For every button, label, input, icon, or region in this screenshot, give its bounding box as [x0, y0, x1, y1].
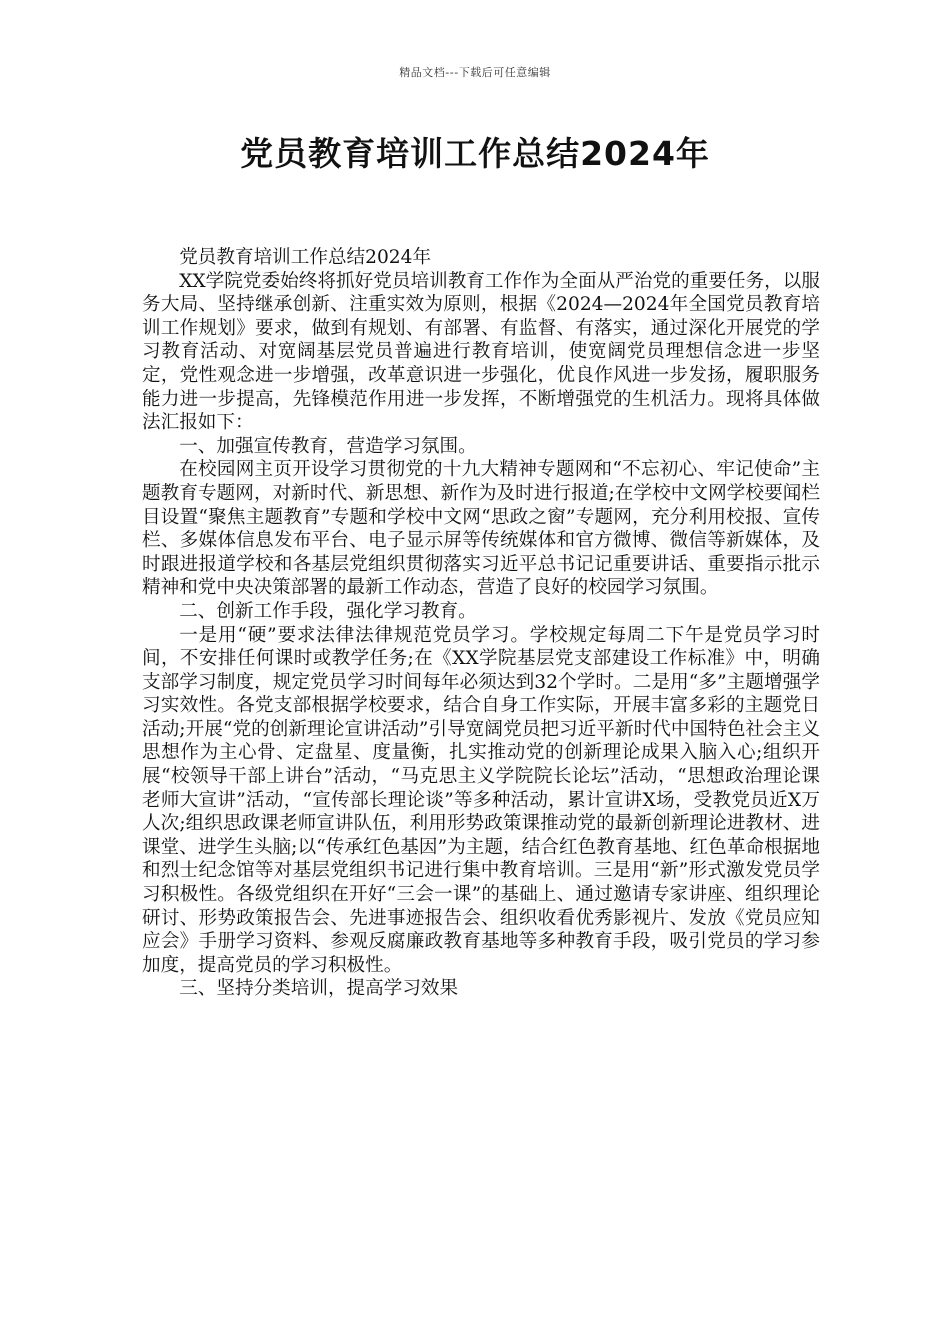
header-note: 精品文档---下载后可任意编辑: [399, 66, 551, 79]
paragraph-subtitle: 党员教育培训工作总结2024年: [179, 247, 432, 268]
document-title: 党员教育培训工作总结2024年: [240, 134, 710, 173]
section-heading-2: 二、创新工作手段，强化学习教育。: [179, 600, 477, 622]
section-heading-1: 一、加强宣传教育，营造学习氛围。: [179, 435, 477, 457]
paragraph-section-2: 一是用“硬”要求法律法律规范党员学习。学校规定每周二下午是党员学习时间，不安排任何课时或教学任务;在《XX学院基层党支部建设工作标准》中，明确支部学习制度，规定党员学习时间每年必须达到32个学时。二是用“多”主题增强学习实效性。各党支部根据学校要求，结合自身工作实际，开展丰富多彩的主题党日活动;开展“党的创新理论宣讲活动”引导宽阔党员把习近平新时代中国特色社会主义思想作为主心骨、定盘星、度量衡，扎实推动党的创新理论成果入脑入心;组织开展“校领导干部上讲台”活动，“马克思主义学院院长论坛”活动，“思想政治理论课老师大宣讲”活动，“宣传部长理论谈”等多种活动，累计宣讲X场，受教党员近X万人次;组织思政课老师宣讲队伍，利用形势政策课推动党的最新创新理论进教材、进课堂、进学生头脑;以“传承红色基因”为主题，结合红色教育基地、红色革命根据地和烈士纪念馆等对基层党组织书记进行集中教育培训。三是用“新”形式激发党员学习积极性。各级党组织在开好“三会一课”的基础上、通过邀请专家讲座、组织理论研讨、形势政策报告会、先进事迹报告会、组织收看优秀影视片、发放《党员应知应会》手册学习资料、参观反腐廉政教育基地等多种教育手段，吸引党员的学习参加度，提高党员的学习积极性。: [142, 624, 820, 976]
paragraph-section-1: 在校园网主页开设学习贯彻党的十九大精神专题网和“不忘初心、牢记使命”主题教育专题网，对新时代、新思想、新作为及时进行报道;在学校中文网学校要闻栏目设置“聚焦主题教育”专题和学校中文网“思政之窗”专题网，充分利用校报、宣传栏、多媒体信息发布平台、电子显示屏等传统媒体和官方微博、微信等新媒体，及时跟进报道学校和各基层党组织贯彻落实习近平总书记记重要讲话、重要指示批示精神和党中央决策部署的最新工作动态，营造了良好的校园学习氛围。: [142, 459, 820, 599]
section-heading-3: 三、坚持分类培训，提高学习效果: [179, 978, 459, 1000]
paragraph-intro: XX学院党委始终将抓好党员培训教育工作作为全面从严治党的重要任务，以服务大局、坚持继承创新、注重实效为原则，根据《2024—2024年全国党员教育培训工作规划》要求，做到有规划、有部署、有监督、有落实，通过深化开展党的学习教育活动、对宽阔基层党员普遍进行教育培训，使宽阔党员理想信念进一步坚定，党性观念进一步增强，改革意识进一步强化，优良作风进一步发扬，履职服务能力进一步提高，先锋模范作用进一步发挥，不断增强党的生机活力。现将具体做法汇报如下：: [142, 270, 820, 434]
document-body: [142, 246, 820, 1001]
